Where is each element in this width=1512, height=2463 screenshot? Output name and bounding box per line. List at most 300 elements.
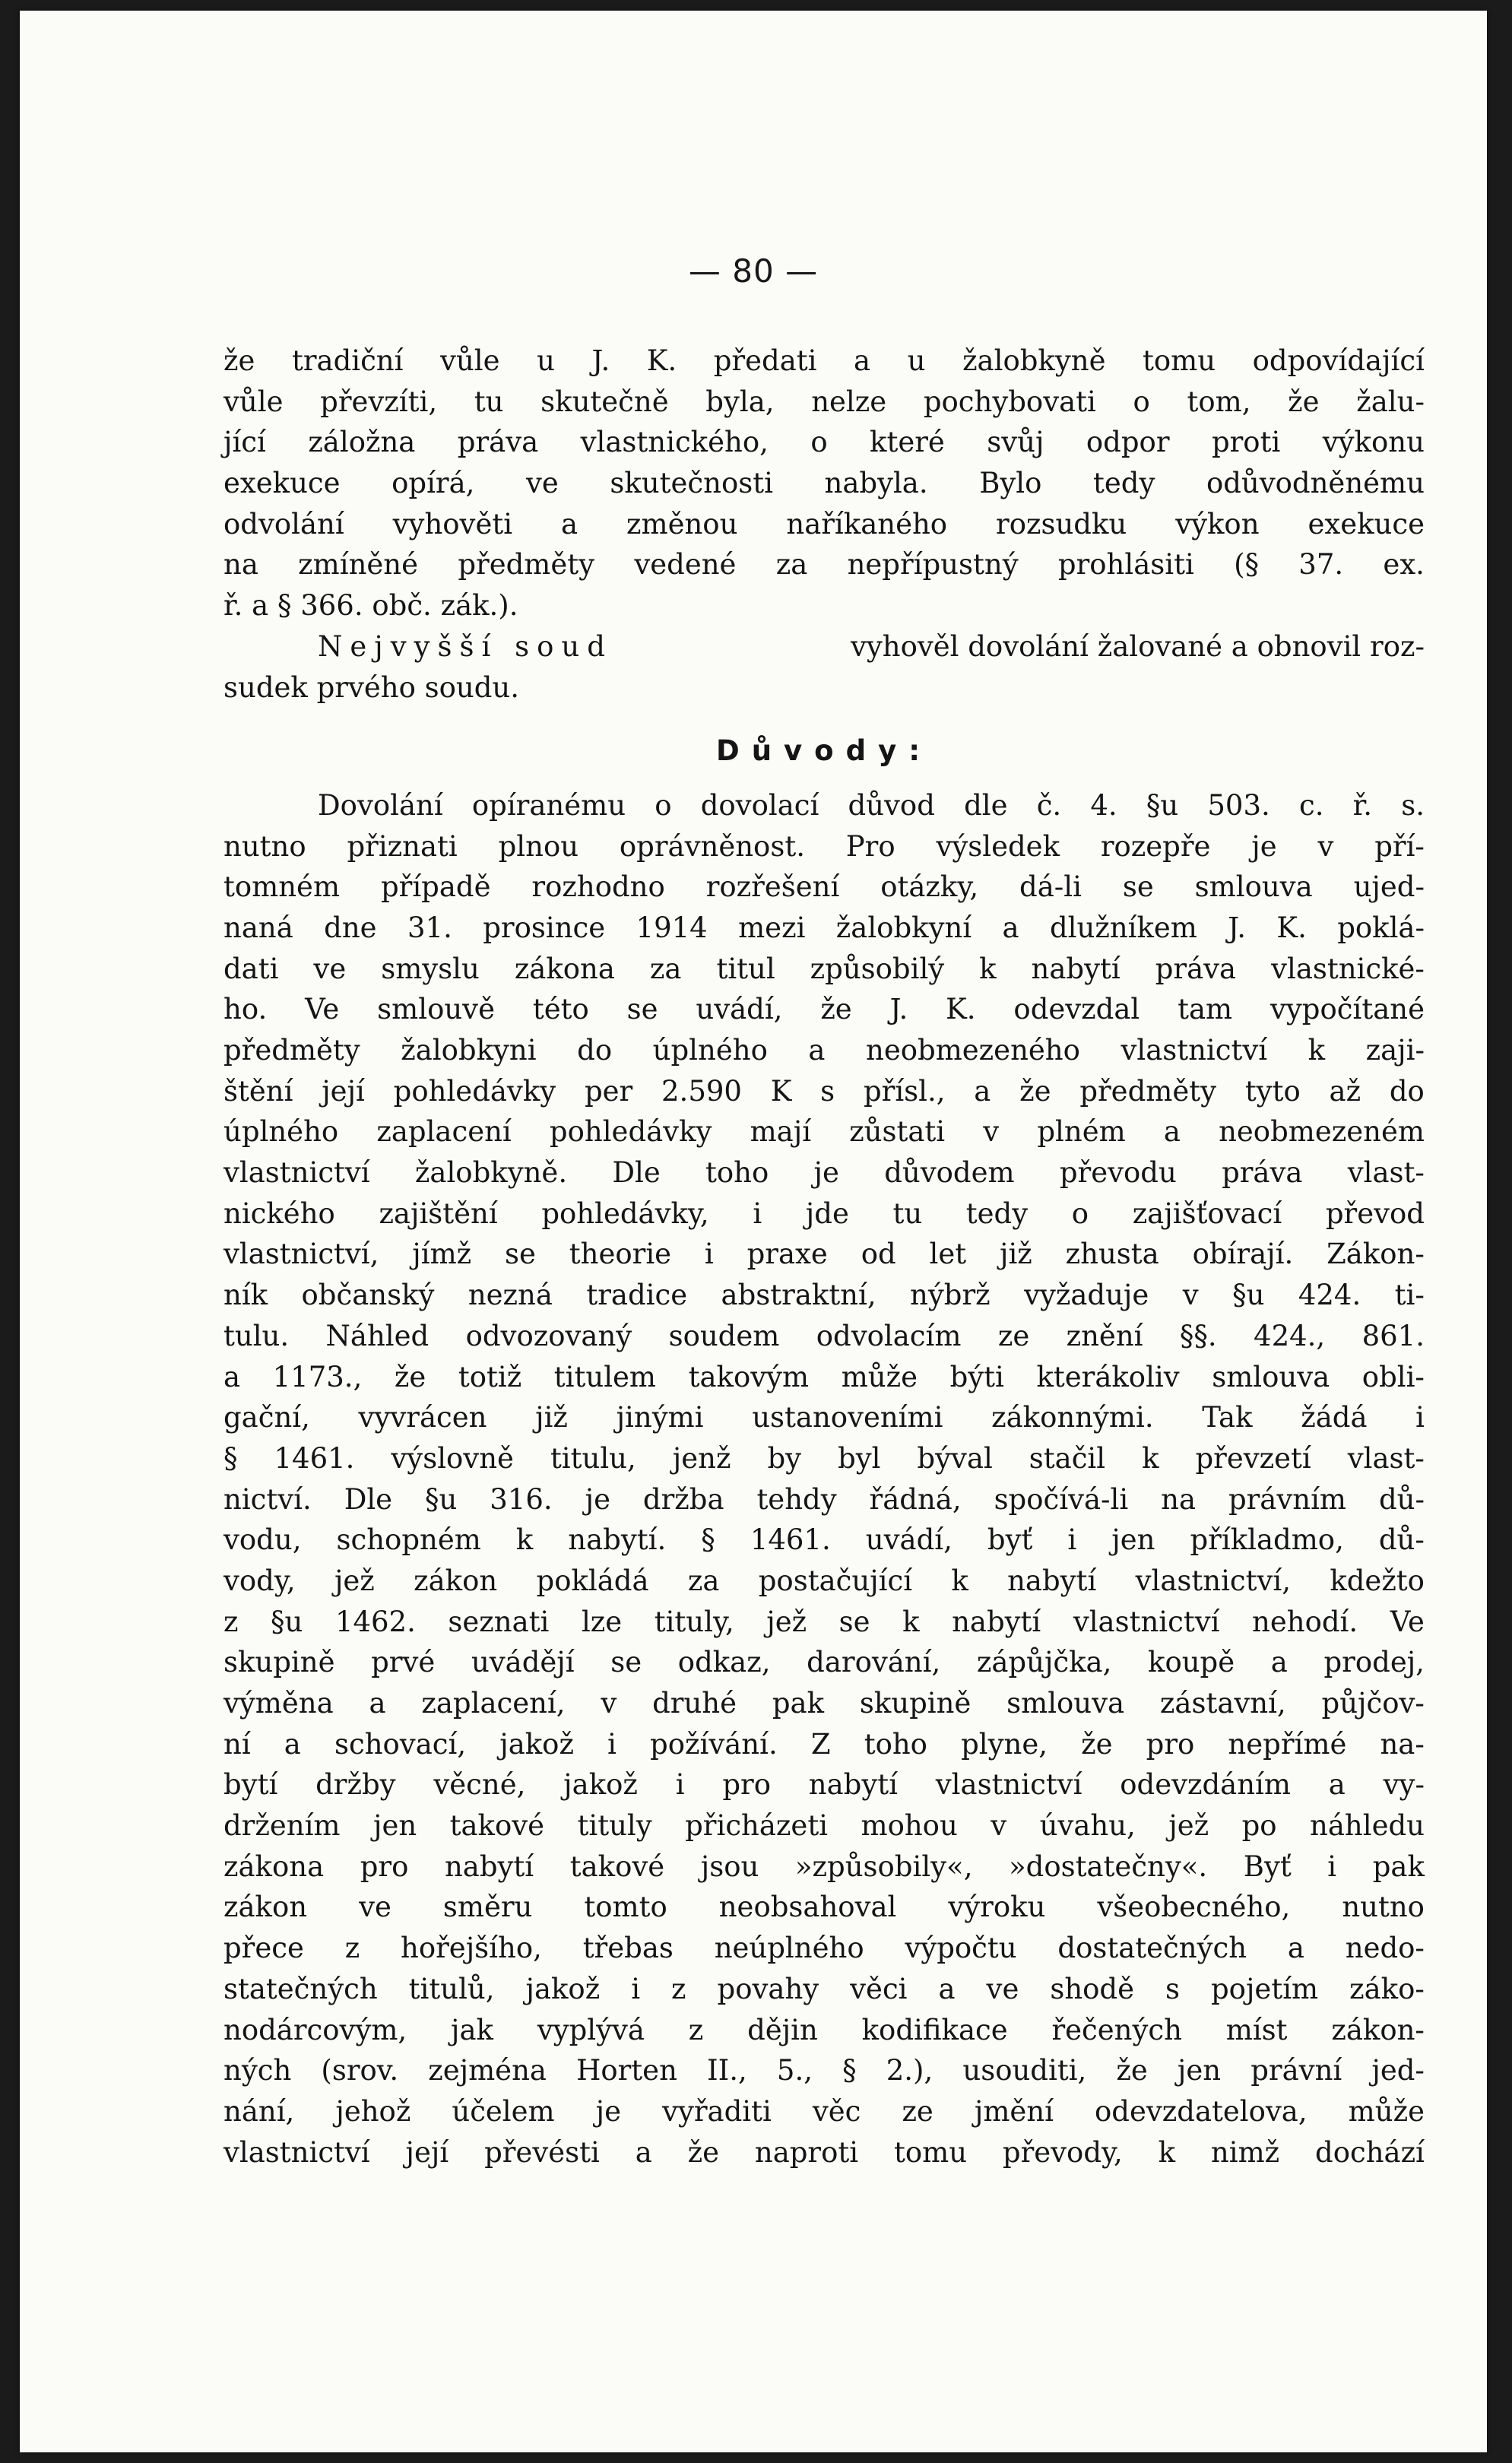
word: nelze (811, 385, 887, 418)
word: odkaz, (677, 1646, 771, 1679)
word: příkladmo, (1190, 1523, 1344, 1557)
word: i (675, 1768, 685, 1802)
word: zákon (414, 1564, 498, 1597)
word: ex. (1383, 548, 1425, 582)
word: výpočtu (905, 1932, 1017, 1965)
word: skutečnosti (610, 467, 773, 500)
word: spočívá-li (994, 1482, 1129, 1516)
word: nodárcovým, (223, 2013, 407, 2046)
word: pro (722, 1768, 771, 1802)
word: a (284, 1727, 301, 1761)
word: K. (1276, 911, 1307, 944)
word: dá-li (1019, 870, 1082, 904)
word: Zákon- (1327, 1238, 1425, 1271)
word: výkon (1175, 507, 1260, 540)
word: pohledávky, (541, 1197, 709, 1230)
word: uvádí, (865, 1523, 953, 1557)
word: že (1019, 1074, 1051, 1108)
text-line (223, 463, 1425, 504)
word: záko- (1349, 1972, 1425, 2005)
word: ze (997, 1319, 1030, 1352)
word: vlastnictví (223, 1156, 370, 1190)
word: naproti (754, 2135, 859, 2169)
word: skupině (223, 1646, 335, 1679)
word: c. (1298, 788, 1324, 822)
word: vůle (223, 385, 284, 418)
word: jsou (700, 1850, 759, 1883)
word: pojetím (1211, 1972, 1319, 2005)
word: tomném (223, 870, 341, 904)
word: rozepře (1100, 829, 1211, 863)
text-line (223, 1764, 1425, 1805)
word: uvádějí (471, 1646, 575, 1679)
text-line (223, 382, 1425, 423)
word: jež (1168, 1809, 1209, 1843)
word: předměty (223, 1034, 360, 1067)
text-line: ř. a § 366. obč. zák.). (223, 589, 518, 623)
word: J. (1228, 911, 1247, 944)
word: K. (946, 993, 976, 1026)
word: prohlásiti (1057, 548, 1194, 582)
word: hořejšího, (401, 1932, 542, 1965)
word: po (1241, 1809, 1277, 1843)
word: v (1182, 1279, 1199, 1312)
word: se (626, 993, 658, 1026)
word: důvod (848, 788, 935, 822)
text-line (223, 1887, 1425, 1928)
word: nabytí (1007, 1564, 1097, 1597)
word: soudem (668, 1319, 780, 1352)
word: a (938, 1972, 956, 2005)
word: za (649, 952, 682, 985)
text-line (223, 785, 1425, 826)
word: odpovídající (1252, 344, 1425, 377)
word: Byť (1243, 1850, 1292, 1883)
word: 1914 (636, 911, 708, 944)
word: opíranému (471, 788, 626, 822)
word: k (1158, 2135, 1176, 2169)
word: exekuce (1308, 507, 1425, 540)
word: rozhodno (531, 870, 665, 904)
word: jakož (525, 1972, 601, 2005)
word: neobmezeném (1219, 1115, 1425, 1149)
word: otázky, (880, 870, 979, 904)
word: nehodí. (1252, 1605, 1358, 1638)
word: neobmezeného (866, 1034, 1080, 1067)
word: zajišťovací (1132, 1197, 1282, 1230)
word: Ve (1390, 1605, 1425, 1638)
word: převod (1325, 1197, 1425, 1230)
word: (srov. (321, 2054, 399, 2087)
word: je (1251, 829, 1277, 863)
word: titulu, (550, 1441, 636, 1475)
word: plyne, (961, 1727, 1048, 1761)
word: mohou (861, 1809, 958, 1843)
text-line (223, 949, 1425, 990)
word: ník (223, 1279, 268, 1312)
word: proti (1211, 426, 1281, 459)
word: vodu, (223, 1523, 302, 1557)
word: jakož (499, 1727, 574, 1761)
word: vyřaditi (662, 2094, 772, 2128)
word: dostatečných (1057, 1932, 1247, 1965)
word: vlastnictví (935, 1768, 1082, 1802)
word: třebas (582, 1932, 674, 1965)
word: vlastnictví (1121, 1034, 1268, 1067)
word: odůvodněnému (1206, 467, 1425, 500)
word: 4. (1090, 788, 1117, 822)
word: této (532, 993, 589, 1026)
word: K (770, 1074, 792, 1108)
text-line (223, 1520, 1425, 1561)
text-line (223, 1846, 1425, 1888)
word: jde (805, 1197, 849, 1230)
word: nabytí (1031, 952, 1121, 985)
word: zákonnými. (991, 1401, 1154, 1434)
word: i (1327, 1850, 1337, 1883)
word: jinými (616, 1401, 704, 1434)
word: mezi (738, 911, 806, 944)
word: titulů, (408, 1972, 495, 2005)
word: zaji- (1365, 1034, 1425, 1067)
word: odvozovaný (465, 1319, 632, 1352)
word: držba (642, 1482, 724, 1516)
word: k (1142, 1441, 1159, 1475)
word: ti- (1394, 1279, 1425, 1312)
word: úplného (652, 1034, 768, 1067)
word: přicházeti (685, 1809, 829, 1843)
word: gační, (223, 1401, 310, 1434)
word: pak (772, 1687, 825, 1720)
word: štění (223, 1074, 293, 1108)
text-line: sudek prvého soudu. (223, 670, 519, 704)
word: jehož (335, 2094, 411, 2128)
word: držením (223, 1809, 341, 1843)
word: i (631, 1972, 641, 2005)
word: zhusta (1065, 1238, 1159, 1271)
word: výkonu (1322, 426, 1425, 459)
word: vyžaduje (1024, 1279, 1149, 1312)
word: č. (1036, 788, 1062, 822)
text-line (223, 2132, 1425, 2173)
word: vlast- (1347, 1156, 1425, 1190)
word: u (907, 344, 926, 377)
word: dochází (1315, 2135, 1425, 2169)
word: se (1122, 870, 1154, 904)
word: pak (1372, 1850, 1425, 1883)
text-line (223, 1438, 1425, 1479)
word: 1462. (334, 1605, 416, 1638)
word: ve (986, 1972, 1019, 2005)
word: smlouvě (377, 993, 495, 1026)
word: odpor (1086, 426, 1170, 459)
word: s (820, 1074, 835, 1108)
body-text (223, 341, 1425, 2173)
word: směru (442, 1891, 533, 1924)
word: zajištění (379, 1197, 498, 1230)
word: by (767, 1441, 802, 1475)
word: v (983, 1115, 1000, 1149)
word: pro (360, 1850, 409, 1883)
word: pohledávky (393, 1074, 556, 1108)
word: o (810, 426, 828, 459)
word: znění (1066, 1319, 1143, 1352)
word: uvádí, (696, 993, 783, 1026)
word: § (701, 1523, 715, 1557)
word: k (515, 1523, 534, 1557)
word: nedo- (1345, 1932, 1425, 1965)
word: a (854, 344, 871, 377)
word: plnou (498, 829, 579, 863)
word: s. (1401, 788, 1425, 822)
word: k (979, 952, 997, 985)
word: že (394, 1360, 426, 1393)
word: o (655, 788, 672, 822)
text-line (223, 1193, 1425, 1235)
word: skutečně (540, 385, 669, 418)
word: jež (334, 1564, 375, 1597)
word: zejména (428, 2054, 547, 2087)
text-line (223, 826, 1425, 867)
word: ve (359, 1891, 391, 1924)
word: tyto (1244, 1074, 1301, 1108)
word: jmění (974, 2094, 1054, 2128)
word: přece (223, 1932, 304, 1965)
word: schovací, (334, 1727, 467, 1761)
word: z (223, 1605, 239, 1638)
word: z (688, 2013, 704, 2046)
word: nepřímé (1228, 1727, 1347, 1761)
word: prodej, (1323, 1646, 1425, 1679)
word: schopném (336, 1523, 481, 1557)
text-line (223, 1602, 1425, 1643)
word: dlužníkem (1049, 911, 1197, 944)
text-line (223, 1479, 1425, 1520)
word: nezná (468, 1279, 553, 1312)
word: vlastnické- (1271, 952, 1425, 985)
word: titul (716, 952, 775, 985)
word: »dostatečny«. (1009, 1850, 1208, 1883)
word: 424. (1298, 1279, 1361, 1312)
word: K. (646, 344, 677, 377)
word: smlouva (1194, 870, 1313, 904)
word: lze (581, 1605, 623, 1638)
word: Pro (845, 829, 895, 863)
word: byl (838, 1441, 881, 1475)
word: nabytí (808, 1768, 898, 1802)
word: které (870, 426, 945, 459)
word: míst (1225, 2013, 1288, 2046)
word: nutno (1342, 1891, 1425, 1924)
word: se (838, 1605, 870, 1638)
word: 2.590 (661, 1074, 742, 1108)
word: zápůjčka, (976, 1646, 1112, 1679)
text-line (223, 989, 1425, 1030)
word: až (1329, 1074, 1361, 1108)
word: nabytí. (568, 1523, 667, 1557)
word: a (1328, 1768, 1346, 1802)
word: odvolacím (816, 1319, 962, 1352)
word: práva (457, 426, 539, 459)
word: že (223, 344, 255, 377)
word: kterákoliv (1036, 1360, 1180, 1393)
word: naná (223, 911, 293, 944)
word: jící (223, 426, 266, 459)
word: a (561, 507, 578, 540)
word: a (635, 2135, 652, 2169)
word: je (813, 1156, 839, 1190)
word: ve (313, 952, 347, 985)
word: právní (1250, 2054, 1342, 2087)
word: J. (889, 993, 908, 1026)
word: nutno (223, 829, 306, 863)
word: může (1348, 2094, 1425, 2128)
word: 1461. (750, 1523, 831, 1557)
word: dati (223, 952, 279, 985)
word: právním (1228, 1482, 1347, 1516)
word: z (344, 1932, 360, 1965)
word: tu (474, 385, 504, 418)
word: obírají. (1192, 1238, 1294, 1271)
text-line (223, 1275, 1425, 1316)
word: že (1116, 2054, 1148, 2087)
word: Bylo (979, 467, 1042, 500)
word: může (841, 1360, 918, 1393)
word: změnou (626, 507, 738, 540)
word: bytí (223, 1768, 278, 1802)
word: § (842, 2054, 857, 2087)
text-line (223, 1969, 1425, 2010)
document-page (20, 11, 1487, 2452)
word: obli- (1361, 1360, 1425, 1393)
word: a (1163, 1115, 1181, 1149)
word: držby (315, 1768, 396, 1802)
word: za (775, 548, 808, 582)
word: 316. (490, 1482, 553, 1516)
word: koupě (1148, 1646, 1235, 1679)
word: nabyla. (824, 467, 928, 500)
text-line (223, 1683, 1425, 1724)
word: a (1270, 1646, 1288, 1679)
word: §u (1232, 1279, 1265, 1312)
text-line (223, 867, 1425, 908)
text-line (223, 1111, 1425, 1152)
word: usouditi, (962, 2054, 1087, 2087)
word: tomto (584, 1891, 667, 1924)
word: tituly (577, 1809, 652, 1843)
word: jen (1177, 2054, 1222, 2087)
reasons-block (223, 785, 1425, 2173)
word: exekuce (223, 467, 341, 500)
word: na- (1380, 1727, 1425, 1761)
word: (§ (1234, 548, 1260, 582)
word: jež (766, 1605, 807, 1638)
word: z (671, 1972, 686, 2005)
word: oprávněnost. (619, 829, 805, 863)
word: požívání. (650, 1727, 778, 1761)
word: II., (707, 2054, 747, 2087)
text-line (223, 1642, 1425, 1683)
word: žádá (1301, 1401, 1368, 1434)
word: nepřípustný (847, 548, 1019, 582)
word: býval (917, 1441, 993, 1475)
word: je (585, 1482, 610, 1516)
word: svůj (987, 426, 1044, 459)
word: plném (1037, 1115, 1126, 1149)
word: a (1002, 911, 1019, 944)
word: vlastnického, (580, 426, 769, 459)
word: předměty (458, 548, 595, 582)
word: mají (750, 1115, 812, 1149)
word: takové (449, 1809, 545, 1843)
word: 1173., (272, 1360, 363, 1393)
text-line (223, 504, 1425, 545)
text-line (223, 2010, 1425, 2051)
word: tehdy (756, 1482, 837, 1516)
word: 503. (1207, 788, 1270, 822)
word: úvahu, (1039, 1809, 1136, 1843)
word: Ve (305, 993, 340, 1026)
word: dů- (1378, 1482, 1425, 1516)
word: Dle (612, 1156, 661, 1190)
text-line (223, 1561, 1425, 1602)
word: převody, (1002, 2135, 1123, 2169)
word: tam (1178, 993, 1233, 1026)
page-number: — 80 — (688, 252, 819, 290)
word: tradiční (291, 344, 404, 377)
word: v (1317, 829, 1334, 863)
word: i (704, 1238, 714, 1271)
word: účelem (452, 2094, 555, 2128)
word: zmíněné (298, 548, 419, 582)
word: zákona (514, 952, 615, 985)
word: toho (864, 1727, 927, 1761)
word: opírá, (391, 467, 475, 500)
word: tulu. (223, 1319, 290, 1352)
word: nimž (1210, 2135, 1280, 2169)
verdict-court: Nejvyšší soud (318, 629, 613, 663)
word: Dovolání (318, 788, 443, 822)
word: od (861, 1238, 896, 1271)
word: i (1067, 1523, 1077, 1557)
word: stačil (1029, 1441, 1106, 1475)
word: kodifikace (861, 2013, 1008, 2046)
text-line (223, 341, 1425, 382)
word: zástavní, (1159, 1687, 1286, 1720)
word: skupině (859, 1687, 972, 1720)
word: k (1308, 1034, 1326, 1067)
word: jak (451, 2013, 493, 2046)
word: praxe (746, 1238, 828, 1271)
word: theorie (569, 1238, 672, 1271)
word: smyslu (381, 952, 480, 985)
word: s (1165, 1972, 1181, 2005)
word: tradice (586, 1279, 688, 1312)
word: abstraktní, (721, 1279, 876, 1312)
word: Náhled (325, 1319, 430, 1352)
word: zákon- (1331, 2013, 1425, 2046)
word: vody, (223, 1564, 296, 1597)
word: dějin (747, 2013, 818, 2046)
word: i (753, 1197, 762, 1230)
word: poklá- (1337, 911, 1425, 944)
word: »způsobily«, (794, 1850, 973, 1883)
word: vyvrácen (358, 1401, 487, 1434)
word: jímž (412, 1238, 472, 1271)
word: tom, (1187, 385, 1251, 418)
word: nického (223, 1197, 335, 1230)
word: kdežto (1330, 1564, 1425, 1597)
